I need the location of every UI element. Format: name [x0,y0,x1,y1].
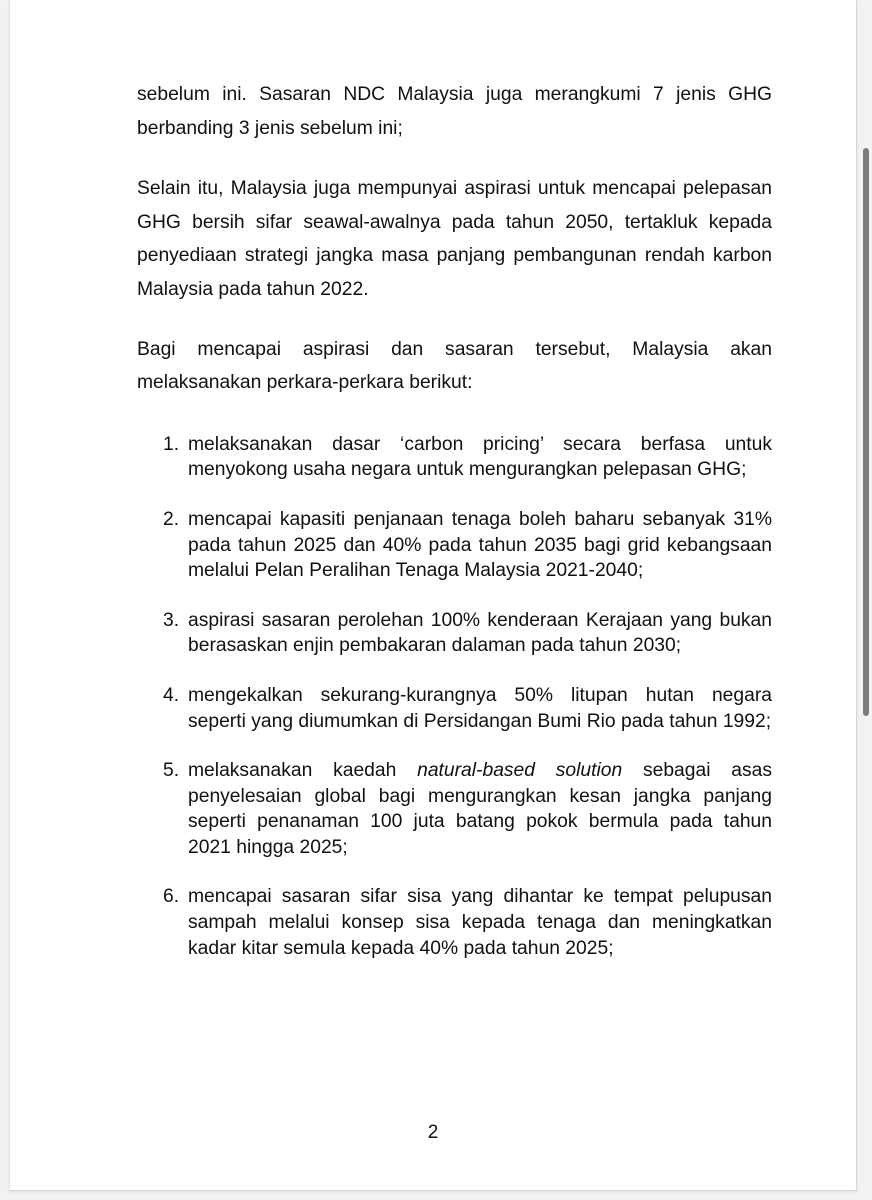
list-item [137,884,772,961]
action-list [137,432,772,962]
vertical-scrollbar[interactable] [863,148,869,716]
list-item-text: melaksanakan dasar ‘carbon pricing’ secara berfasa untuk menyokong usaha negara untuk mengurangkan pelepasan GHG; [188,433,772,481]
list-item-number: 4. [163,684,180,706]
paragraph-aspiration: Selain itu, Malaysia juga mempunyai aspirasi untuk mencapai pelepasan GHG bersih sifar seawal-awalnya pada tahun 2050, tertakluk kepada penyediaan strategi jangka masa panjang pembangunan rendah karbon Malaysia pada tahun 2022. [137,178,772,300]
list-item-number: 6. [163,886,180,908]
paragraph-lead-in: Bagi mencapai aspirasi dan sasaran tersebut, Malaysia akan melaksanakan perkara-perkara berikut: [137,338,772,394]
list-item-text-before: melaksanakan kaedah [188,760,418,782]
list-item-text: mengekalkan sekurang-kurangnya 50% litupan hutan negara seperti yang diumumkan di Persidangan Bumi Rio pada tahun 1992; [188,684,772,732]
paragraph-intro: sebelum ini. Sasaran NDC Malaysia juga merangkumi 7 jenis GHG berbanding 3 jenis sebelum ini; [137,84,772,139]
list-item-italic-term: natural-based solution [417,760,623,782]
list-item [137,507,772,584]
list-item-number: 1. [163,433,180,455]
list-item-number: 3. [163,609,180,631]
page-content [137,78,772,985]
list-item [137,432,772,483]
list-item [137,758,772,860]
list-item-text-after: sebagai asas penyelesaian global bagi mengurangkan kesan jangka panjang seperti penanaman 100 juta batang pokok bermula pada tahun 2021 hingga 2025; [188,760,772,858]
list-item-text: aspirasi sasaran perolehan 100% kenderaan Kerajaan yang bukan berasaskan enjin pembakaran dalaman pada tahun 2030; [188,609,772,657]
list-item-number: 2. [163,508,180,530]
list-item-text: mencapai sasaran sifar sisa yang dihantar ke tempat pelupusan sampah melalui konsep sisa kepada tenaga dan meningkatkan kadar kitar semula kepada 40% pada tahun 2025; [188,886,772,959]
document-page [9,0,857,1191]
list-item [137,608,772,659]
list-item-text: mencapai kapasiti penjanaan tenaga boleh baharu sebanyak 31% pada tahun 2025 dan 40% pada tahun 2035 bagi grid kebangsaan melalui Pelan Peralihan Tenaga Malaysia 2021-2040; [188,508,772,582]
list-item [137,683,772,734]
list-item-number: 5. [163,760,180,782]
page-number: 2 [427,1122,439,1143]
